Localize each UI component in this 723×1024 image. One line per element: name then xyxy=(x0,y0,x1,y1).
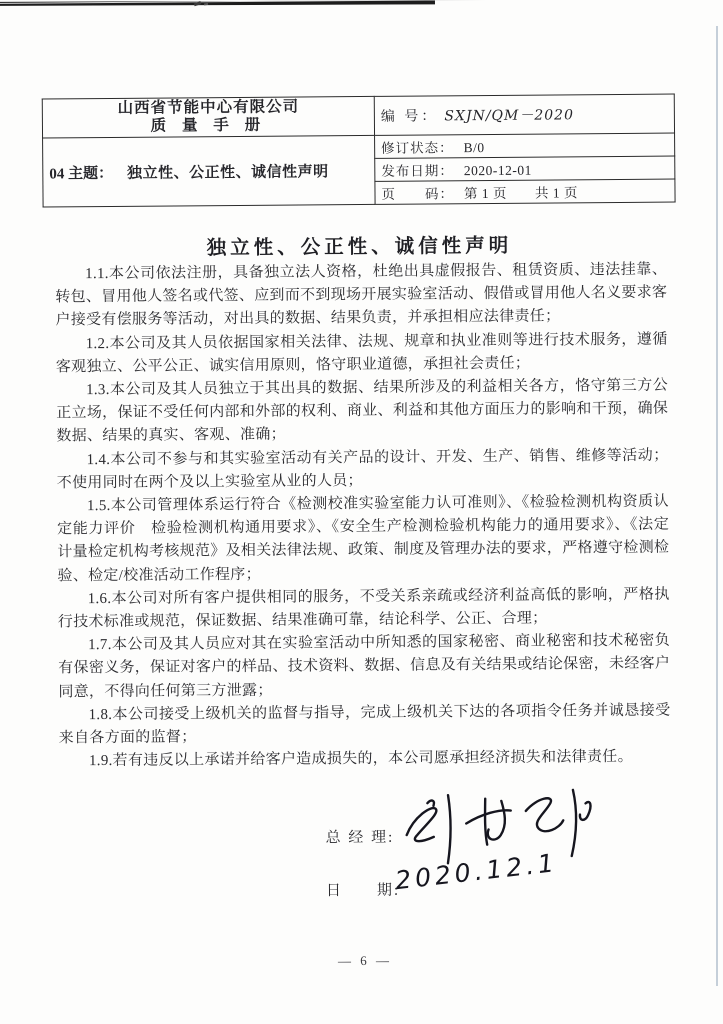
general-manager-label: 总 经 理: xyxy=(325,829,395,847)
clause-paragraph: 1.9.若有违反以上承诺并给客户造成损失的，本公司愿承担经济损失和法律责任。 xyxy=(88,749,633,770)
clause-paragraph: 1.5.本公司管理体系运行符合《检测校准实验室能力认可准则》、《检验检测机构资质认定能力评价 检验检测机构通用要求》、《安全生产检测检验机构能力的通用要求》、《法定计量检定机构考核规范》及相关法律法规、政策、制度及管理办法的要求，严格遵守检测检验、检定/校准活动工作程序； xyxy=(57,493,670,585)
topic-label: 04 主题： xyxy=(49,165,114,182)
issue-date-value: 2020-12-01 xyxy=(463,162,532,179)
clause-paragraph: 1.8.本公司接受上级机关的监督与指导，完成上级机关下达的各项指令任务并诚恳接受来自各方面的监督； xyxy=(58,702,671,747)
scan-speck xyxy=(194,1,202,6)
page-code-label: 页 码： xyxy=(381,186,455,202)
clause-paragraph: 1.4.本公司不参与和其实验室活动有关产品的设计、开发、生产、销售、维修等活动；不使用同时在两个及以上实验室从业的人员； xyxy=(56,447,669,492)
date-label: 日 期: xyxy=(325,882,401,900)
manual-title: 质 量 手 册 xyxy=(150,116,267,135)
clause-paragraph: 1.3.本公司及其人员独立于其出具的数据、结果所涉及的利益相关各方，恪守第三方公正立场，保证不受任何内部和外部的权利、商业、利益和其他方面压力的影响和干预，确保数据、结果的真实、客观、准确； xyxy=(56,377,669,445)
doc-number-label: 编 号： xyxy=(380,109,439,125)
clause-paragraph: 1.7.本公司及其人员应对其在实验室活动中所知悉的国家秘密、商业秘密和技术秘密负有保密义务，保证对客户的样品、技术资料、数据、信息及有关结果或结论保密，未经客户同意，不得向任何第三方泄露； xyxy=(58,632,671,701)
header-table xyxy=(42,94,676,208)
revision-status-value: B/0 xyxy=(463,140,485,156)
issue-date-label: 发布日期： xyxy=(381,163,454,179)
issue-date-row xyxy=(375,156,675,181)
clause-paragraph: 1.6.本公司对所有客户提供相同的服务，不受关系亲疏或经济利益高低的影响，严格执行技术标准或规范，保证数据、结果准确可靠，结论科学、公正、合理； xyxy=(57,586,670,631)
page-code-value: 第 1 页 共 1 页 xyxy=(463,185,579,202)
revision-status-row xyxy=(375,133,675,158)
revision-status-label: 修订状态： xyxy=(381,140,454,156)
topic-cell xyxy=(43,135,376,207)
clause-paragraph: 1.1.本公司依法注册，具备独立法人资格，杜绝出具虚假报告、租赁资质、违法挂靠、转包、冒用他人签名或代签、应到而不到现场开展实验室活动、假借或冒用他人名义要求客户接受有偿服务等活动，对出具的数据、结果负责，并承担相应法律责任； xyxy=(55,261,668,329)
company-cell xyxy=(42,96,374,138)
handwritten-date: 2020.12.1 xyxy=(393,848,560,896)
doc-number-cell xyxy=(374,94,674,135)
topic-value: 独立性、公正性、诚信性声明 xyxy=(127,163,329,182)
company-name: 山西省节能中心有限公司 xyxy=(117,98,300,117)
doc-number-value: SXJN/QM－2020 xyxy=(444,107,575,125)
page-code-row xyxy=(375,179,675,204)
scan-speck xyxy=(204,3,208,6)
scan-artifact-right-edge xyxy=(716,26,718,986)
declaration-body xyxy=(55,259,671,774)
page-number: — 6 — xyxy=(337,952,393,969)
clause-paragraph: 1.2.本公司及其人员依据国家相关法律、法规、规章和执业准则等进行技术服务，遵循客观独立、公平公正、诚实信用原则，恪守职业道德，承担社会责任； xyxy=(55,331,668,376)
document-title: 独立性、公正性、诚信性声明 xyxy=(206,235,513,260)
